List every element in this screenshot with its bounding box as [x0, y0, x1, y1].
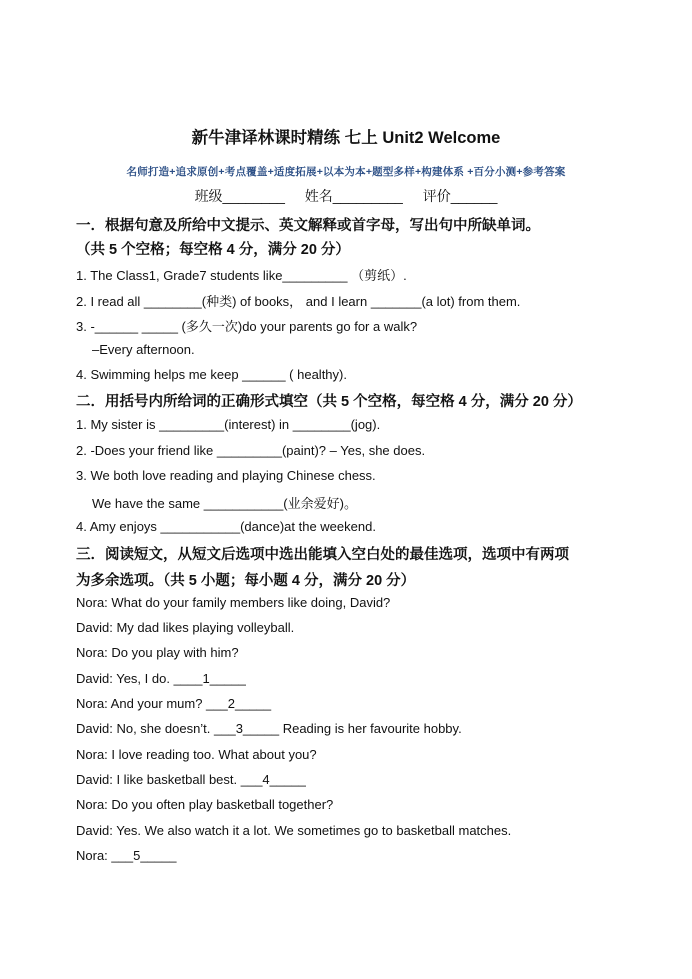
dialogue-line: Nora: And your mum? ___2_____: [76, 696, 272, 711]
dialogue-line: Nora: I love reading too. What about you?: [76, 747, 317, 762]
s2-question-3: 3. We both love reading and playing Chinese chess.: [76, 468, 376, 483]
section1-heading: 一．根据句意及所给中文提示、英文解释或首字母，写出句中所缺单词。: [76, 218, 540, 234]
dialogue-line: Nora: Do you play with him?: [76, 645, 239, 660]
dialogue-line: David: My dad likes playing volleyball.: [76, 620, 295, 635]
s1-question-3: 3. -______ _____ (多久一次)do your parents go for a walk?: [76, 319, 418, 334]
dialogue-line: Nora: Do you often play basketball together?: [76, 797, 334, 812]
s2-question-4: 4. Amy enjoys ___________(dance)at the weekend.: [76, 519, 376, 534]
student-info-row: [0, 186, 692, 206]
s1-question-4: 4. Swimming helps me keep ______ ( healthy).: [76, 367, 347, 382]
dialogue-line: David: No, she doesn’t. ___3_____ Reading is her favourite hobby.: [76, 721, 462, 736]
page-subtitle: 名师打造+追求原创+考点覆盖+适度拓展+以本为本+题型多样+构建体系 +百分小测+参考答案: [126, 166, 566, 178]
section3-heading: 三．阅读短文，从短文后选项中选出能填入空白处的最佳选项，选项中有两项: [76, 547, 569, 563]
dialogue-line: David: Yes, I do. ____1_____: [76, 671, 246, 686]
s1-question-1: 1. The Class1, Grade7 students like_________ （剪纸）.: [76, 268, 407, 283]
s1-question-3-answer: –Every afternoon.: [92, 342, 195, 357]
dialogue-line: Nora: ___5_____: [76, 848, 177, 863]
dialogue-line: David: Yes. We also watch it a lot. We sometimes go to basketball matches.: [76, 823, 512, 838]
score-field: 评价______: [422, 188, 498, 204]
dialogue-line: David: I like basketball best. ___4_____: [76, 772, 306, 787]
s1-question-2: 2. I read all ________(种类) of books， and I learn _______(a lot) from them.: [76, 294, 521, 309]
s2-question-1: 1. My sister is _________(interest) in ________(jog).: [76, 417, 381, 432]
class-field: 班级________: [194, 188, 285, 204]
section1-heading-line2: （共 5 个空格；每空格 4 分，满分 20 分）: [76, 242, 350, 258]
s2-question-2: 2. -Does your friend like _________(paint)? – Yes, she does.: [76, 443, 426, 458]
page-title: 新牛津译林课时精练 七上 Unit2 Welcome: [191, 129, 501, 147]
s2-question-3-line2: We have the same ___________(业余爱好)。: [92, 496, 357, 511]
name-field: 姓名_________: [304, 188, 403, 204]
section3-heading-line2: 为多余选项。（共 5 小题；每小题 4 分，满分 20 分）: [76, 573, 416, 589]
section2-heading: 二．用括号内所给词的正确形式填空（共 5 个空格，每空格 4 分，满分 20 分）: [76, 394, 582, 410]
dialogue-line: Nora: What do your family members like doing, David?: [76, 595, 391, 610]
